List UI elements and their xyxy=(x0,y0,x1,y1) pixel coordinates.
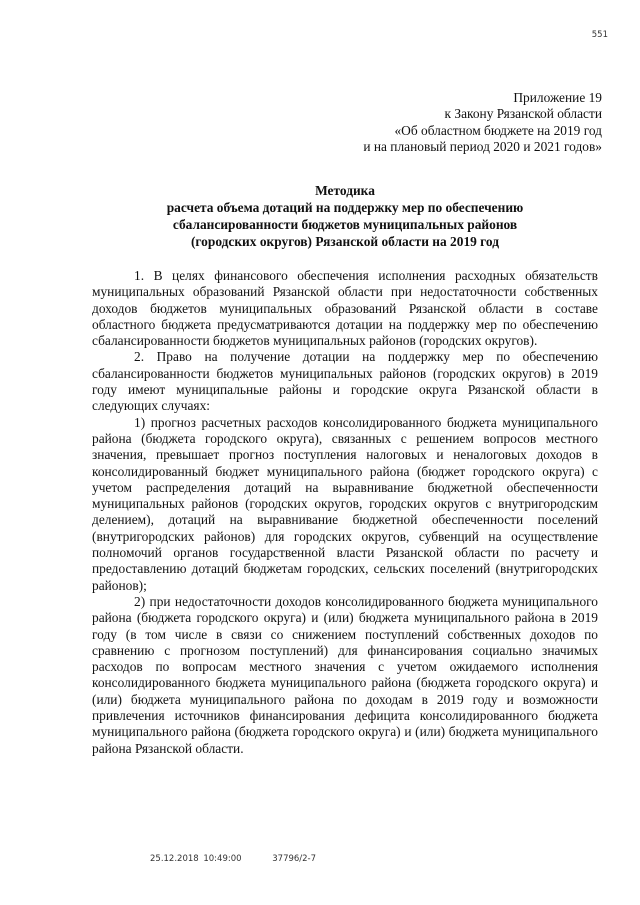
footer-stamp xyxy=(150,854,342,864)
paragraph-1: 1. В целях финансового обеспечения исполнения расходных обязательств муниципальных образований Рязанской области при недостаточности собственных доходов бюджетов муниципальных образований Рязанской области в составе областного бюджета предусматриваются дотации на поддержку мер по обеспечению сбалансированности бюджетов муниципальных районов (городских округов). xyxy=(92,268,598,349)
document-title xyxy=(92,182,598,250)
appendix-line-3: «Об областном бюджете на 2019 год xyxy=(394,122,602,138)
page-number: 551 xyxy=(591,30,608,40)
paragraph-2-item-2: 2) при недостаточности доходов консолидированного бюджета муниципального района (бюджета городского округа) и (или) бюджета муниципального района в 2019 году (в том числе в связи со снижением поступлений собственных доходов по сравнению с прогнозом поступлений) для финансирования социально значимых расходов по вопросам местного значения с учетом ожидаемого исполнения консолидированного бюджета муниципального района (бюджета городского округа) и (или) бюджета муниципального района по доходам в 2019 году и возможности привлечения источников финансирования дефицита консолидированного бюджета муниципального района (бюджета городского округа) и (или) бюджета муниципального района Рязанской области. xyxy=(92,593,598,756)
appendix-line-1: Приложение 19 xyxy=(513,90,602,105)
appendix-line-4: и на плановый период 2020 и 2021 годов» xyxy=(363,138,602,154)
title-line-2: расчета объема дотаций на поддержку мер по обеспечению xyxy=(166,200,524,215)
footer-doc-id: 37796/2-7 xyxy=(272,854,317,864)
footer-timestamp: 25.12.2018 10:49:00 xyxy=(150,854,242,864)
paragraph-2: 2. Право на получение дотации на поддержку мер по обеспечению сбалансированности бюджетов муниципальных районов (городских округов) в 2019 году имеют муниципальные районы и городские округа Рязанской области в следующих случаях: xyxy=(92,349,598,414)
appendix-line-2: к Закону Рязанской области xyxy=(444,106,602,122)
document-body xyxy=(92,268,598,757)
paragraph-2-item-1: 1) прогноз расчетных расходов консолидированного бюджета муниципального района (бюджета городского округа), связанных с решением вопросов местного значения, превышает прогноз поступления налоговых и неналоговых доходов в консолидированный бюджет муниципального района (бюджет городского округа) с учетом распределения дотаций на выравнивание бюджетной обеспеченности муниципальных районов (городских округов, городских округов с внутригородским делением), дотаций на выравнивание бюджетной обеспеченности поселений (внутригородских районов) для городских округов, субвенций на осуществление полномочий органов государственной власти Рязанской области по расчету и предоставлению дотаций бюджетам городских, сельских поселений (внутригородских районов); xyxy=(92,414,598,593)
appendix-header xyxy=(363,90,602,155)
title-line-1: Методика xyxy=(315,183,375,198)
title-line-4: (городских округов) Рязанской области на 2019 год xyxy=(190,234,500,249)
title-line-3: сбалансированности бюджетов муниципальных районов xyxy=(172,217,518,232)
